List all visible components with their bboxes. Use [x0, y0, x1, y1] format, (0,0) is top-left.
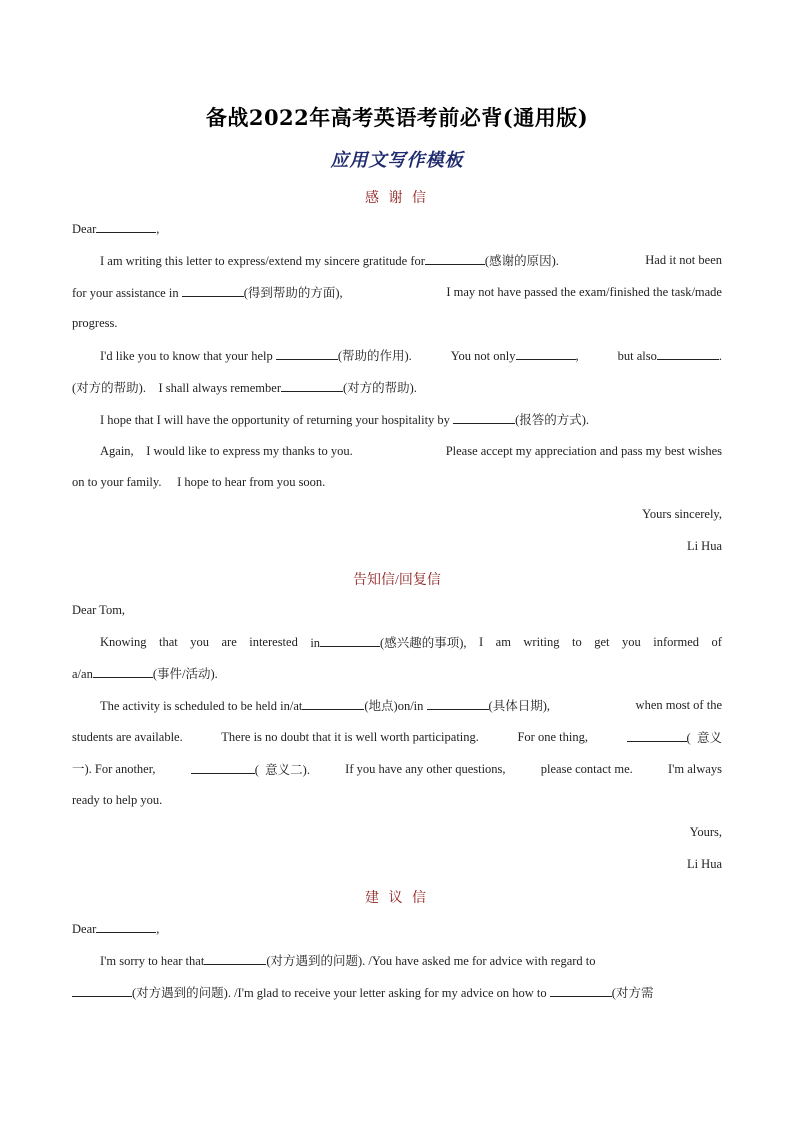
section-heading-notice: 告知信/回复信: [353, 573, 441, 588]
fill-blank: [182, 284, 244, 297]
letter-line: [100, 697, 722, 714]
text: I shall always remember: [158, 381, 281, 395]
letter-line: [72, 984, 722, 1001]
fill-blank: [276, 347, 338, 360]
text: informed: [653, 635, 700, 649]
text: (对方遇到的问题). /I'm glad to receive your letter asking for my advice on how to: [132, 986, 547, 1000]
letter-line: [100, 634, 722, 651]
letter-line: [100, 952, 722, 969]
text: (对方的帮助).: [72, 381, 146, 395]
text: For one thing,: [517, 730, 588, 744]
text: 意义二).: [265, 763, 310, 777]
fill-blank: [93, 665, 153, 678]
fill-blank: [627, 729, 687, 742]
text: I'm always: [667, 762, 722, 776]
text: (得到帮助的方面),: [243, 286, 343, 300]
text: (: [686, 731, 691, 745]
text: ready to help you.: [72, 793, 163, 807]
section-heading-thanks: 感 谢 信: [365, 191, 429, 206]
text: (帮助的作用).: [337, 349, 412, 363]
fill-blank: [453, 411, 515, 424]
text: but also: [617, 349, 657, 363]
fill-blank: [425, 252, 485, 265]
letter-line: [100, 252, 722, 269]
letter-line: [100, 411, 722, 428]
letter-line: [72, 315, 722, 331]
text: (感谢的原因).: [484, 254, 559, 268]
text: Knowing: [100, 635, 147, 649]
fill-blank: [72, 984, 132, 997]
text: I'm sorry to hear that: [100, 954, 205, 968]
greeting-comma: ,: [156, 222, 160, 236]
text: of: [711, 635, 722, 649]
fill-blank: [281, 379, 343, 392]
greeting: Dear: [72, 222, 97, 236]
text: when most of the: [635, 698, 722, 712]
greeting-line: [72, 920, 722, 937]
text: that: [159, 635, 178, 649]
fill-blank: [96, 220, 156, 233]
fill-blank: [550, 984, 612, 997]
fill-blank: [516, 347, 576, 360]
text: There is no doubt that it is well worth participating.: [221, 730, 479, 744]
text: please contact me.: [540, 762, 633, 776]
text: Had it not been: [645, 253, 722, 267]
letter-line: [72, 792, 722, 808]
document-title: 备战2022年高考英语考前必背(通用版): [205, 105, 589, 130]
text: you: [190, 635, 209, 649]
greeting-line: [72, 220, 722, 237]
text-group: [100, 347, 412, 364]
text-group: [191, 761, 310, 778]
letter-line: [72, 474, 722, 490]
text-group: [100, 443, 353, 459]
text: You not only: [450, 349, 516, 363]
text: I hope to hear from you soon.: [177, 475, 326, 489]
text: (对方的帮助).: [342, 381, 417, 395]
text: Please accept my appreciation and pass my best wishes: [445, 444, 722, 458]
greeting-line: Dear Tom,: [72, 603, 126, 617]
text: a/an: [72, 667, 93, 681]
text: I am writing this letter to express/extend my sincere gratitude for: [100, 254, 425, 268]
fill-blank: [302, 697, 364, 710]
text: ,: [575, 349, 579, 363]
fill-blank: [427, 697, 489, 710]
text: I'd like you to know that your help: [100, 349, 273, 363]
text: .: [718, 349, 722, 363]
fill-blank: [204, 952, 266, 965]
closing: Yours sincerely,: [642, 507, 722, 521]
fill-blank: [320, 634, 380, 647]
text: in: [310, 636, 321, 650]
fill-blank: [96, 920, 156, 933]
text: (: [254, 763, 259, 777]
letter-line: [100, 443, 722, 459]
text: interested: [249, 635, 298, 649]
fill-blank: [657, 347, 719, 360]
text: on to your family.: [72, 475, 162, 489]
letter-line: [72, 729, 722, 746]
document-subtitle: 应用文写作模板: [330, 150, 464, 171]
text: I may not have passed the exam/finished the task/made: [446, 285, 722, 299]
text-group: [72, 284, 343, 301]
text: are: [221, 635, 237, 649]
greeting: Dear: [72, 922, 97, 936]
text: students are available.: [72, 730, 183, 744]
letter-line: [72, 379, 722, 396]
letter-line: [72, 761, 722, 778]
text-group: [451, 347, 579, 364]
text: (地点)on/in: [364, 699, 424, 713]
text: (对方遇到的问题). /You have asked me for advice with regard to: [266, 954, 596, 968]
text-group: [310, 634, 466, 651]
letter-line: [72, 284, 722, 301]
signature: Li Hua: [686, 539, 722, 553]
text: Again,: [100, 444, 134, 458]
text: I hope that I will have the opportunity of returning your hospitality by: [100, 413, 450, 427]
fill-blank: [191, 761, 255, 774]
text: I: [478, 635, 484, 649]
text: (事件/活动).: [152, 667, 218, 681]
text: (报答的方式).: [515, 413, 590, 427]
section-heading-advice: 建 议 信: [365, 891, 429, 906]
text-group: [627, 729, 722, 746]
text: 一). For another,: [72, 762, 156, 776]
greeting-comma: ,: [156, 922, 160, 936]
text-group: [618, 347, 722, 364]
text-group: [100, 697, 550, 714]
text: (对方需: [611, 986, 654, 1000]
text: progress.: [72, 316, 118, 330]
text: (具体日期),: [488, 699, 550, 713]
text: for your assistance in: [72, 286, 179, 300]
text: 意义: [696, 731, 722, 745]
text: get: [594, 635, 610, 649]
text: am: [495, 635, 511, 649]
text: to: [572, 635, 582, 649]
text: The activity is scheduled to be held in/at: [100, 699, 303, 713]
text: writing: [523, 635, 560, 649]
text: you: [621, 635, 641, 649]
text: (感兴趣的事项),: [380, 636, 467, 650]
text-group: [100, 252, 559, 269]
text: I would like to express my thanks to you.: [146, 444, 353, 458]
signature: Li Hua: [686, 857, 722, 871]
letter-line: [72, 665, 722, 682]
closing: Yours,: [689, 825, 722, 839]
letter-line: [100, 347, 722, 364]
text: If you have any other questions,: [345, 762, 506, 776]
